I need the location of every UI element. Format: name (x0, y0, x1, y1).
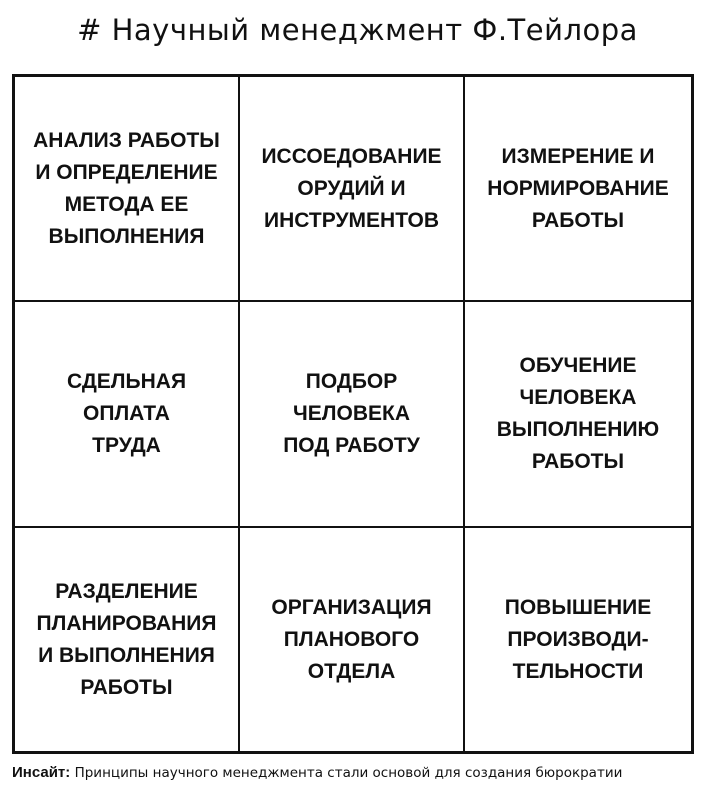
insight-text: Принципы научного менеджмента стали основой для создания бюрократии (70, 765, 623, 781)
grid-cell (465, 77, 691, 302)
grid-cell (465, 528, 691, 751)
page-title: # Научный менеджмент Ф.Тейлора (77, 13, 638, 47)
cell-text: ОБУЧЕНИЕ ЧЕЛОВЕКА ВЫПОЛНЕНИЮ РАБОТЫ (496, 354, 660, 473)
cell-text: РАЗДЕЛЕНИЕ ПЛАНИРОВАНИЯ И ВЫПОЛНЕНИЯ РАБОТЫ (36, 579, 217, 699)
cell-text: ПОВЫШЕНИЕ ПРОИЗВОДИ- ТЕЛЬНОСТИ (504, 595, 652, 683)
cell-text: ИССОЕДОВАНИЕ ОРУДИЙ И ИНСТРУМЕНТОВ (261, 144, 442, 232)
grid-cell (465, 302, 691, 528)
grid-cell (15, 77, 240, 302)
grid-cell (240, 302, 465, 528)
grid-cell (15, 528, 240, 751)
cell-text: СДЕЛЬНАЯ ОПЛАТА ТРУДА (66, 370, 187, 457)
cell-text: ПОДБОР ЧЕЛОВЕКА ПОД РАБОТУ (283, 370, 420, 457)
cell-text: ОРГАНИЗАЦИЯ ПЛАНОВОГО ОТДЕЛА (271, 595, 432, 683)
grid-cell (240, 77, 465, 302)
grid-cell (15, 302, 240, 528)
grid-cell (240, 528, 465, 751)
principles-grid (12, 74, 694, 754)
cell-text: АНАЛИЗ РАБОТЫ И ОПРЕДЕЛЕНИЕ МЕТОДА ЕЕ ВЫПОЛНЕНИЯ (33, 128, 220, 248)
cell-text: ИЗМЕРЕНИЕ И НОРМИРОВАНИЕ РАБОТЫ (487, 144, 669, 232)
insight-caption (12, 764, 712, 782)
insight-label: Инсайт: (12, 764, 71, 781)
